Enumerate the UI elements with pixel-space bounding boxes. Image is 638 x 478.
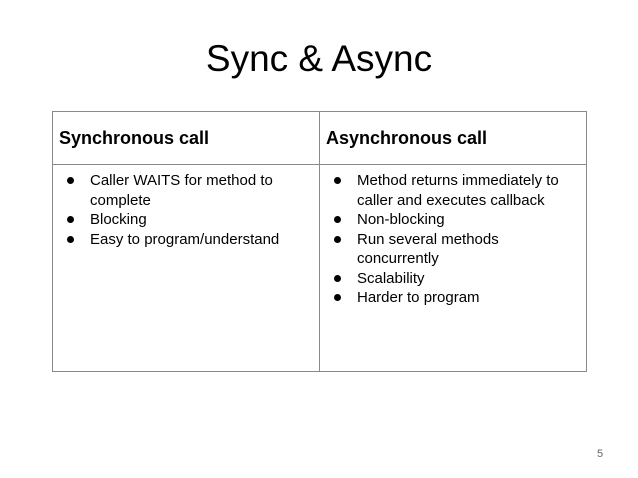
header-synchronous-call: Synchronous call <box>53 112 320 165</box>
sync-point-text: Caller WAITS for method to complete <box>90 172 273 209</box>
async-cell <box>320 165 587 372</box>
sync-bullet-list <box>59 171 313 249</box>
list-item <box>326 230 580 269</box>
async-point-text: Run several methods concurrently <box>357 230 499 267</box>
sync-point-text: Blocking <box>90 211 147 228</box>
list-item <box>326 269 580 289</box>
async-point-text: Non-blocking <box>357 211 445 228</box>
comparison-table <box>52 111 587 372</box>
async-point-text: Harder to program <box>357 289 480 306</box>
bullet-icon <box>67 236 74 243</box>
slide-title: Sync & Async <box>205 38 433 79</box>
async-point-text: Method returns immediately to caller and executes callback <box>357 172 559 209</box>
async-bullet-list <box>326 171 580 308</box>
sync-cell <box>53 165 320 372</box>
bullet-icon <box>334 236 341 243</box>
sync-point-text: Easy to program/understand <box>90 230 280 248</box>
list-item <box>59 230 313 250</box>
page-number: 5 <box>596 448 604 460</box>
header-row <box>53 112 587 165</box>
list-item <box>59 171 313 210</box>
list-item <box>59 210 313 230</box>
bullet-icon <box>334 275 341 282</box>
header-asynchronous-call: Asynchronous call <box>320 112 587 165</box>
bullet-icon <box>334 294 341 301</box>
async-point-text: Scalability <box>357 269 425 287</box>
list-item <box>326 288 580 308</box>
content-row <box>53 165 587 372</box>
bullet-icon <box>67 216 74 223</box>
list-item <box>326 210 580 230</box>
list-item <box>326 171 580 210</box>
bullet-icon <box>334 177 341 184</box>
bullet-icon <box>334 216 341 223</box>
bullet-icon <box>67 177 74 184</box>
